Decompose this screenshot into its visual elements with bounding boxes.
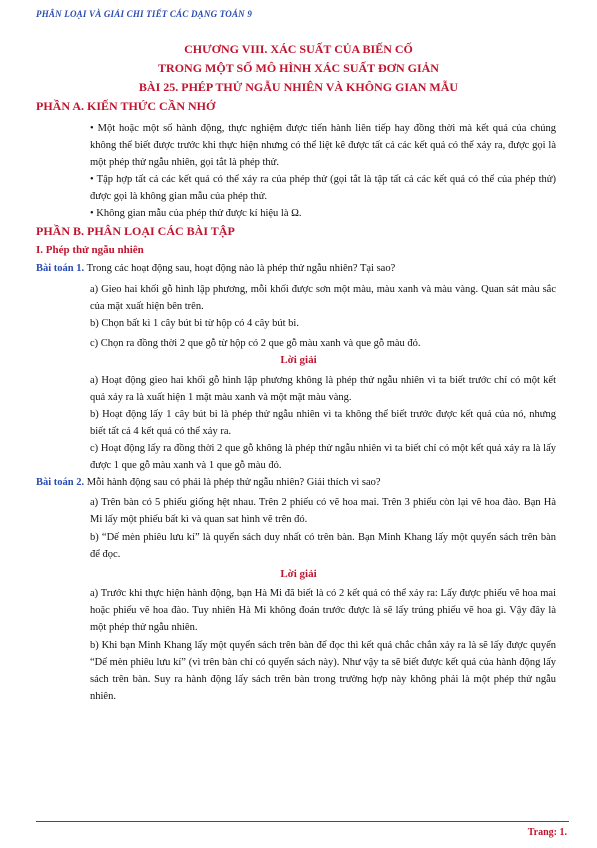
solution-text: b) Hoạt động lấy 1 cây bút bi là phép thử ngẫu nhiên vì ta không thể biết trước được kết quả của nó, nhưng biết tất cả 4 kết quả có thể xảy ra. [90, 409, 556, 437]
solution-label: Lời giải [280, 568, 317, 580]
problem-option: a) Gieo hai khối gỗ hình lập phương, mỗi khối được sơn một màu, màu xanh và màu vàng. Quan sát màu sắc của mặt xuất hiện bên trên. [90, 284, 556, 312]
problem-option: c) Chọn ra đồng thời 2 que gỗ từ hộp có 2 que gỗ màu xanh và que gỗ màu đỏ. [90, 338, 421, 349]
part-a-item: • Tập hợp tất cả các kết quả có thể xảy ra của phép thử (gọi tắt là tập tất cả các kết quả có thể của phép thử) được gọi là không gian mẫu của phép thử. [90, 174, 556, 202]
section-heading: I. Phép thử ngẫu nhiên [36, 244, 144, 256]
problem-1 [36, 260, 556, 277]
part-a-item: • Một hoặc một số hành động, thực nghiệm được tiến hành liên tiếp hay đồng thời mà kết quả của chúng không thể biết được trước khi thực hiện nhưng có thể liệt kê được tất cả các kết quả có thể xảy ra, được gọi là một phép thử ngẫu nhiên, gọi tắt là phép thử. [90, 123, 556, 168]
problem-option: a) Trên bàn có 5 phiếu giống hệt nhau. Trên 2 phiếu có vẽ hoa mai. Trên 3 phiếu còn lại vẽ hoa đào. Bạn Hà Mi lấy một phiếu bất kì và quan sat hình vẽ trên đó. [90, 497, 556, 525]
lesson-title: BÀI 25. PHÉP THỬ NGẪU NHIÊN VÀ KHÔNG GIAN MẪU [138, 80, 459, 94]
problem-text: Trong các hoạt động sau, hoạt động nào là phép thử ngẫu nhiên? Tại sao? [84, 263, 396, 274]
problem-option: b) “Dế mèn phiêu lưu kí” là quyển sách duy nhất có trên bàn. Bạn Minh Khang lấy một quyển sách trên bàn để đọc. [90, 532, 556, 560]
problem-label: Bài toán 2. [36, 477, 85, 488]
problem-option: b) Chọn bất kì 1 cây bút bi từ hộp có 4 cây bút bi. [90, 318, 299, 329]
solution-text: c) Hoạt động lấy ra đồng thời 2 que gỗ không là phép thử ngẫu nhiên vì ta biết chỉ có một kết quả xảy ra là lấy được 1 que gỗ màu xanh và 1 que gỗ màu đỏ. [90, 443, 556, 471]
part-a-item: • Không gian mẫu của phép thử được kí hiệu là Ω. [90, 208, 302, 219]
solution-text: a) Hoạt động gieo hai khối gỗ hình lập phương không là phép thử ngẫu nhiên vì ta biết trước chỉ có một kết quả xảy ra là xuất hiện 1 mặt màu xanh và một mặt màu vàng. [90, 375, 556, 403]
problem-2 [36, 474, 556, 491]
solution-text: a) Trước khi thực hiện hành động, bạn Hà Mi đã biết là có 2 kết quả có thể xảy ra: Lấy được phiếu vẽ hoa mai hoặc phiếu vẽ hoa đào. Tuy nhiên Hà Mi không đoán trước được là sẽ lấy trúng phiếu vẽ hoa gì. Vậy đây là một phép thử ngẫu nhiên. [90, 588, 556, 633]
solution-text: b) Khi bạn Minh Khang lấy một quyển sách trên bàn để đọc thì kết quả chắc chắn xảy ra là sẽ lấy được quyển “Dế mèn phiêu lưu kí” (vì trên bàn chỉ có quyển sách này). Như vậy ta sẽ biết được kết quả của hành động lấy sách trên bàn. Suy ra hành động lấy sách trên bàn trong trường hợp này không phải là một phép thử ngẫu nhiên. [90, 640, 556, 702]
page-number: Trang: 1. [527, 827, 567, 838]
problem-text: Mỗi hành động sau có phải là phép thử ngẫu nhiên? Giải thích vì sao? [84, 477, 381, 488]
part-a-heading: PHẦN A. KIẾN THỨC CẦN NHỚ [36, 99, 216, 113]
problem-label: Bài toán 1. [36, 263, 85, 274]
footer-divider [36, 821, 569, 822]
solution-label: Lời giải [280, 354, 317, 366]
chapter-subtitle: TRONG MỘT SỐ MÔ HÌNH XÁC SUẤT ĐƠN GIẢN [158, 61, 439, 75]
chapter-title: CHƯƠNG VIII. XÁC SUẤT CỦA BIẾN CỐ [184, 42, 413, 56]
running-header: PHÂN LOẠI VÀ GIẢI CHI TIẾT CÁC DẠNG TOÁN 9 [36, 9, 253, 19]
part-b-heading: PHẦN B. PHÂN LOẠI CÁC BÀI TẬP [36, 224, 235, 238]
